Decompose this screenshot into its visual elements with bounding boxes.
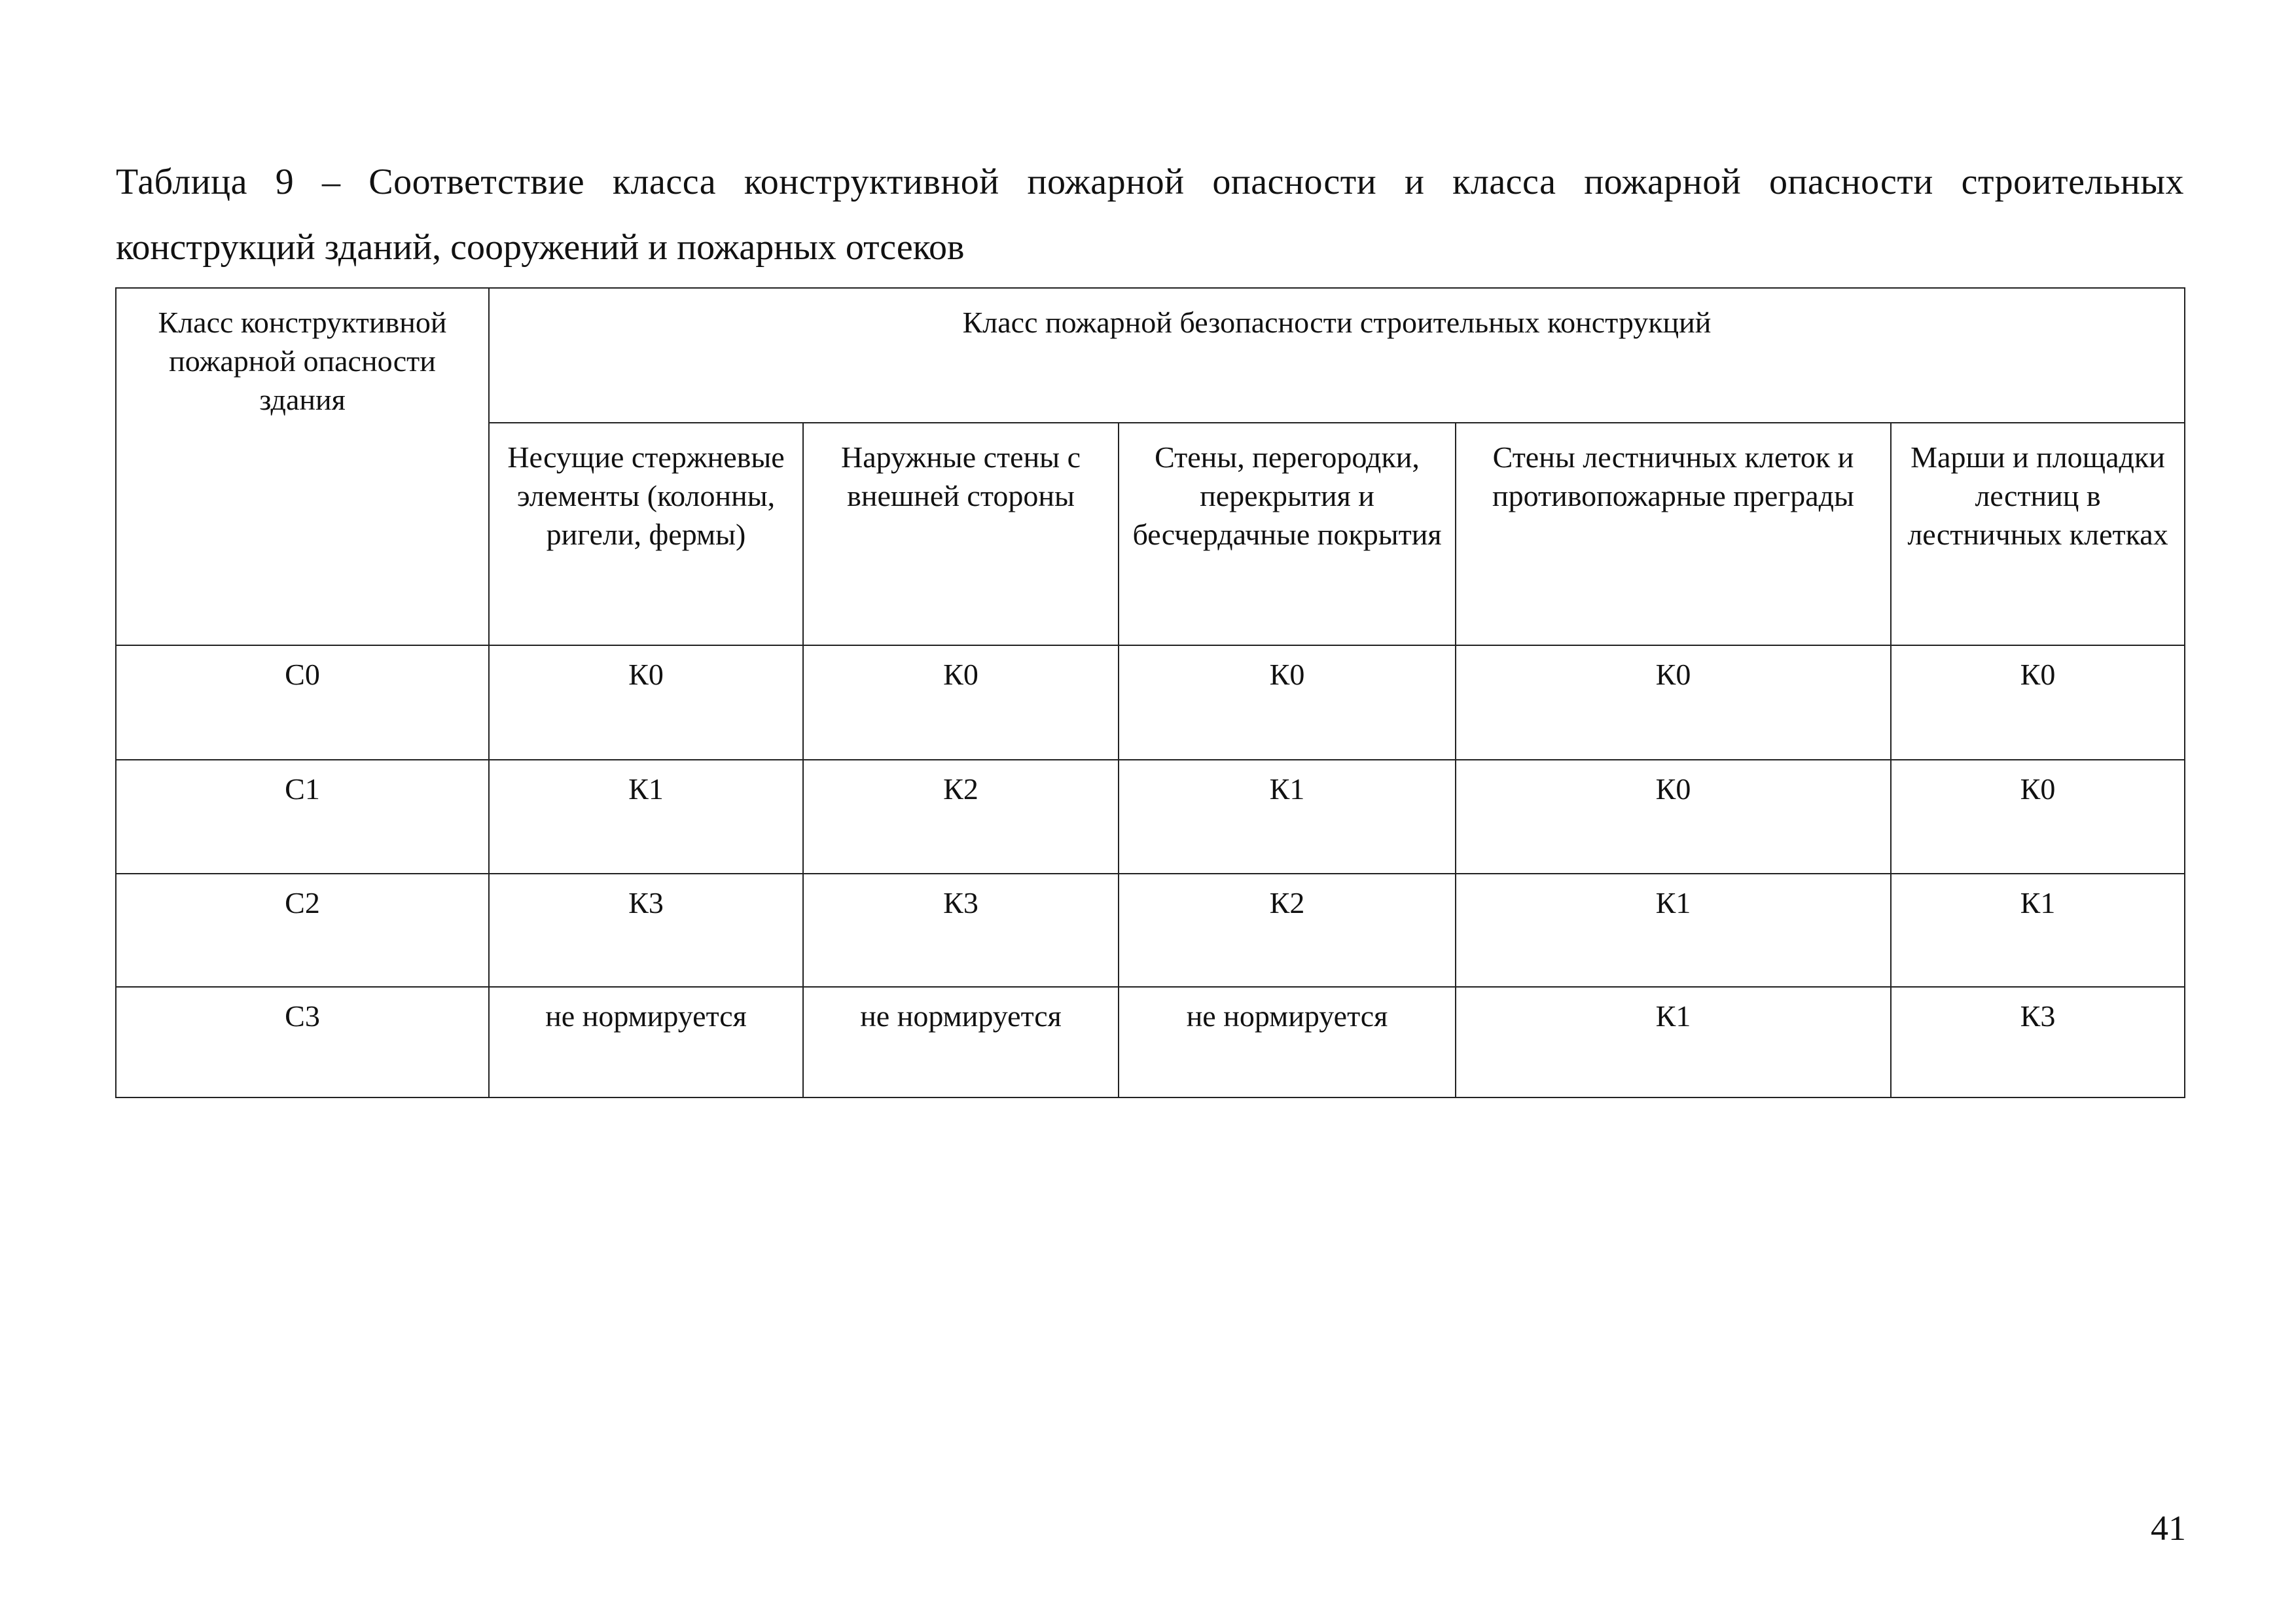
table-row [116,645,2185,760]
table-row [116,987,2185,1097]
table-cell: К0 [1456,645,1891,760]
table-cell: К1 [1456,874,1891,987]
table-cell: К1 [1456,987,1891,1097]
header-column-exterior-walls: Наружные стены с внешней стороны [803,423,1119,645]
table-cell: К2 [1119,874,1456,987]
fire-hazard-table [115,287,2185,1098]
table-cell: не нормируется [803,987,1119,1097]
table-cell: К0 [1891,645,2185,760]
table-cell: К0 [1456,760,1891,874]
table-cell: К2 [803,760,1119,874]
row-class-cell: С0 [116,645,489,760]
table-row [116,760,2185,874]
row-class-cell: С3 [116,987,489,1097]
table-cell: не нормируется [1119,987,1456,1097]
header-building-class: Класс конструктивной пожарной опасности здания [116,288,489,645]
header-column-load-bearing: Несущие стержневые элементы (колонны, ригели, фермы) [489,423,803,645]
table-cell: К0 [803,645,1119,760]
table-row [116,874,2185,987]
row-class-cell: С2 [116,874,489,987]
table-cell: К1 [489,760,803,874]
header-column-stairwell-walls: Стены лестничных клеток и противопожарные преграды [1456,423,1891,645]
table-caption [116,149,2184,280]
table-cell: К0 [1119,645,1456,760]
table-cell: К3 [489,874,803,987]
table-cell: К1 [1891,874,2185,987]
table-caption-line-2: конструкций зданий, сооружений и пожарных отсеков [116,227,965,268]
table-cell: К3 [803,874,1119,987]
header-column-stair-flights: Марши и площадки лестниц в лестничных клетках [1891,423,2185,645]
table-cell: К0 [489,645,803,760]
table-cell: К3 [1891,987,2185,1097]
row-class-cell: С1 [116,760,489,874]
table-cell: К0 [1891,760,2185,874]
table-cell: не нормируется [489,987,803,1097]
header-column-walls-partitions: Стены, перегородки, перекрытия и бесчердачные покрытия [1119,423,1456,645]
table-caption-line-1: Таблица 9 – Соответствие класса конструктивной пожарной опасности и класса пожарной опасности строительных [116,162,2184,202]
page-number: 41 [2151,1508,2186,1548]
header-group-structures-class: Класс пожарной безопасности строительных конструкций [489,288,2185,423]
table-cell: К1 [1119,760,1456,874]
